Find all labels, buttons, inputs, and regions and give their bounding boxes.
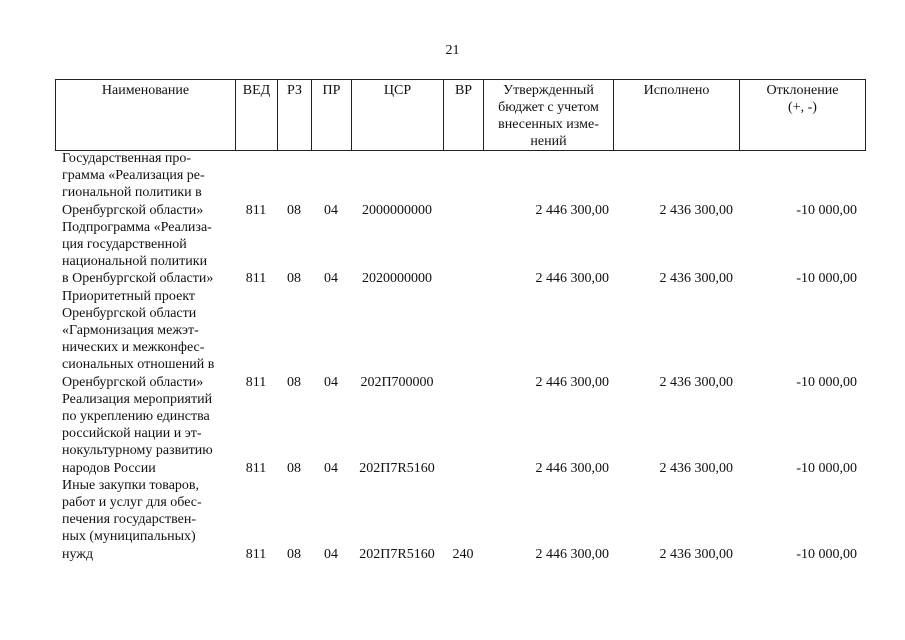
row-deviation: -10 000,00	[796, 271, 857, 287]
page-number: 21	[445, 43, 460, 58]
row-deviation: -10 000,00	[796, 202, 857, 218]
table-body	[55, 150, 865, 563]
row-budget: 2 446 300,00	[535, 460, 609, 476]
row-budget: 2 446 300,00	[535, 374, 609, 390]
row-pr: 04	[324, 374, 338, 390]
row-deviation: -10 000,00	[796, 460, 857, 476]
row-executed: 2 436 300,00	[659, 374, 733, 390]
row-ved: 811	[245, 546, 267, 562]
row-executed: 2 436 300,00	[659, 460, 733, 476]
table-header	[55, 79, 866, 151]
row-pr: 04	[324, 271, 338, 287]
row-pr: 04	[324, 202, 338, 218]
row-name: Подпрограмма «Реализа- ция государственной национальной политики в Оренбургской области»	[62, 219, 214, 287]
row-budget: 2 446 300,00	[535, 271, 609, 287]
header-rz: РЗ	[278, 80, 312, 151]
table-row	[55, 150, 865, 219]
header-ved: ВЕД	[236, 80, 278, 151]
row-pr: 04	[324, 546, 338, 562]
row-vr: 240	[452, 546, 474, 562]
header-vr: ВР	[444, 80, 484, 151]
row-rz: 08	[287, 374, 301, 390]
row-ved: 811	[245, 460, 267, 476]
row-rz: 08	[287, 460, 301, 476]
row-name: Государственная про- грамма «Реализация ре- гиональной политики в Оренбургской области»	[62, 151, 205, 218]
table-row	[55, 391, 865, 477]
row-csr: 2020000000	[362, 271, 432, 287]
row-csr: 2000000000	[362, 202, 432, 218]
row-deviation: -10 000,00	[796, 374, 857, 390]
row-deviation: -10 000,00	[796, 546, 857, 562]
row-budget: 2 446 300,00	[535, 202, 609, 218]
header-name: Наименование	[56, 80, 236, 151]
header-deviation: Отклонение (+, -)	[740, 80, 866, 151]
row-executed: 2 436 300,00	[659, 271, 733, 287]
row-rz: 08	[287, 202, 301, 218]
row-csr: 202П7R5160	[359, 546, 435, 562]
row-rz: 08	[287, 546, 301, 562]
row-rz: 08	[287, 271, 301, 287]
header-budget: Утвержденный бюджет с учетом внесенных изме- нений	[484, 80, 614, 151]
row-executed: 2 436 300,00	[659, 546, 733, 562]
row-pr: 04	[324, 460, 338, 476]
row-csr: 202П700000	[360, 374, 434, 390]
row-name: Приоритетный проект Оренбургской области «Гармонизация межэт- нических и межконфес- сиональных отношений в Оренбургской области»	[62, 288, 215, 390]
row-ved: 811	[245, 374, 267, 390]
row-name: Реализация мероприятий по укреплению единства российской нации и эт- нокультурному развитию народов России	[62, 391, 213, 476]
table-row	[55, 288, 865, 391]
header-pr: ПР	[312, 80, 352, 151]
row-executed: 2 436 300,00	[659, 202, 733, 218]
header-csr: ЦСР	[352, 80, 444, 151]
row-ved: 811	[245, 202, 267, 218]
row-name: Иные закупки товаров, работ и услуг для обес- печения государствен- ных (муниципальных) нужд	[62, 477, 202, 562]
table-row	[55, 477, 865, 563]
header-executed: Исполнено	[614, 80, 740, 151]
row-ved: 811	[245, 271, 267, 287]
row-csr: 202П7R5160	[359, 460, 435, 476]
table-row	[55, 219, 865, 288]
row-budget: 2 446 300,00	[535, 546, 609, 562]
